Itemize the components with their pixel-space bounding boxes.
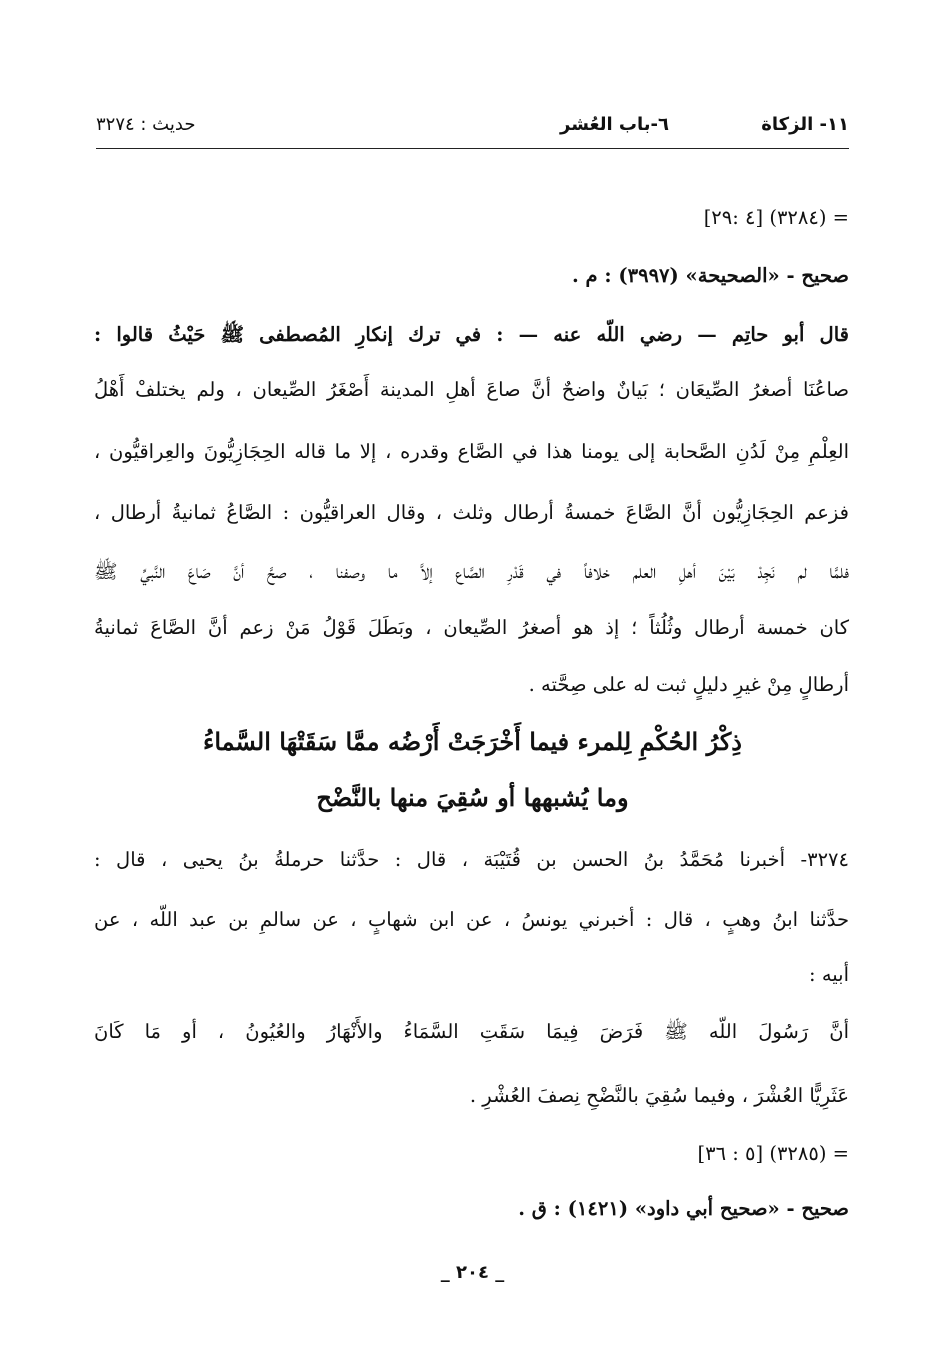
isnad-line-2: حدَّثنا ابنُ وهبٍ ، قال : أخبرني يونسُ ، عن ابن شهابٍ ، عن سالمِ بن عبد اللّه ، عن [94,908,849,931]
matn-line-2: عَثَرِيًّا العُشْرَ ، وفيما سُقِيَ بالنَّضْحِ نِصفَ العُشْرِ . [469,1084,849,1107]
paragraph-line-1: قال أبو حاتِم — رضي اللّه عنه — : في ترك إنكارِ المُصطفى ﷺ حَيْثُ قالوا : [94,323,849,346]
paragraph-line-6: كان خمسة أرطال وثُلُثاً ؛ إذ هو أصغرُ الصِّيعان ، وبَطَلَ قَوْلُ مَنْ زعم أنَّ الصَّاعَ ثمانيةُ [94,616,849,639]
page-number: _ ٢٠٤ _ [440,1262,505,1283]
paragraph-line-2: صاعُنَا أصغرُ الصِّيعَان ؛ بَيانٌ واضحٌ أنَّ صاعَ أهلِ المدينة أَصْغَرُ الصِّيعان ، ولم يختلفْ أَهْلُ [94,378,849,401]
chapter-heading-line-1: ذِكْرُ الحُكْمِ لِلمرء فيما أَخْرَجَتْ أَرْضُه ممَّا سَقَتْهَا السَّماءُ [203,727,742,756]
paragraph-line-7: أرطالٍ مِنْ غيرِ دليلٍ ثبت له على صِحَّته . [528,673,849,696]
header-divider [96,148,849,149]
chapter-title: ١١- الزكاة [761,114,849,135]
running-header [96,108,849,144]
cross-reference-1: = (٣٢٨٤) [٤ :٢٩] [703,206,849,229]
matn-line-1: أنَّ رَسُولَ اللّه ﷺ فَرَضَ فِيمَا سَقَتِ السَّمَاءُ والأَنْهَارُ والعُيُونُ ، أو مَا كَانَ [94,1020,849,1043]
paragraph-line-3: العِلْمِ مِنْ لَدُنِ الصَّحابة إلى يومنا هذا في الصَّاع وقدره ، إلا ما قاله الحِجَازِيُّونَ والعِراقيُّون ، [94,440,849,463]
paragraph-line-5: فلمَّا لم نَجِدْ بَيْنَ أهلِ العلم خلافاً في قَدْرِ الصَّاع إلاَّ ما وصفنا ، صحَّ أنَّ صَاعَ النَّبيِّ ﷺ [94,560,849,583]
grading-1: صحيح - «الصحيحة» (٣٩٩٧) : م . [571,264,849,287]
isnad-line-1: ٣٢٧٤- أخبرنا مُحَمَّدُ بنُ الحسن بن قُتَيْبَة ، قال : حدَّثنا حرملةُ بنُ يحيى ، قال : [94,848,849,871]
grading-2: صحيح - «صحيح أبي داود» (١٤٢١) : ق . [518,1197,849,1220]
cross-reference-2: = (٣٢٨٥) [٥ : ٣٦] [697,1142,849,1165]
section-title: ٦-باب العُشر [560,114,669,135]
paragraph-line-4: فزعم الحِجَازِيُّون أنَّ الصَّاعَ خمسةُ أرطال وثلث ، وقال العراقيُّون : الصَّاعُ ثمانيةُ أرطال ، [94,501,849,524]
hadith-reference: حديث : ٣٢٧٤ [96,114,196,135]
chapter-heading-line-2: وما يُشبهها أو سُقِيَ منها بالنَّضْح [316,783,629,812]
isnad-line-3: أبيه : [809,963,849,986]
